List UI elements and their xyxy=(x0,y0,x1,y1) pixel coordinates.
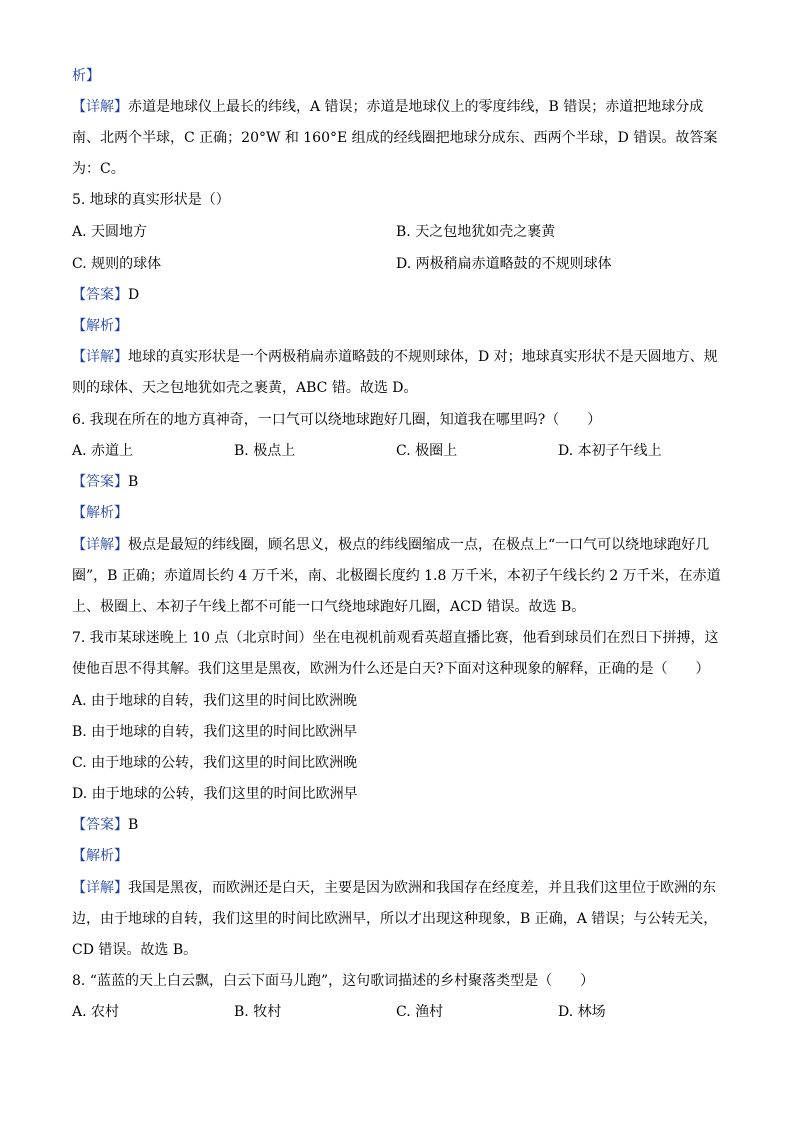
q5-option-d: D. 两极稍扁赤道略鼓的不规则球体 xyxy=(396,256,612,272)
q5-option-a: A. 天圆地方 xyxy=(72,224,148,240)
q8-option-b: B. 牧村 xyxy=(234,1004,282,1020)
q7-stem-line-2: 使他百思不得其解。我们这里是黑夜，欧洲为什么还是白天?下面对这种现象的解释，正确的是（ ） xyxy=(72,661,710,677)
q6-detail-line-3: 上、极圈上、本初子午线上都不可能一口气绕地球跑好几圈，ACD 错误。故选 B。 xyxy=(72,599,586,615)
q7-detail-line-1: 【详解】我国是黑夜，而欧洲还是白天，主要是因为欧洲和我国存在经度差，并且我们这里位于欧洲的东 xyxy=(72,880,716,896)
q8-option-c: C. 渔村 xyxy=(396,1004,444,1020)
q4-detail-line-3: 为：C。 xyxy=(72,161,125,177)
q6-answer: 【答案】B xyxy=(72,474,139,490)
q6-analysis-label: 【解析】 xyxy=(72,505,128,521)
q8-stem: 8. “蓝蓝的天上白云飘，白云下面马儿跑”，这句歌词描述的乡村聚落类型是（ ） xyxy=(72,973,595,989)
q5-stem: 5. 地球的真实形状是（） xyxy=(72,192,230,208)
q7-detail-line-2: 边，由于地球的自转，我们这里的时间比欧洲早，所以才出现这种现象，B 正确，A 错误；与公转无关， xyxy=(72,911,718,927)
q6-option-d: D. 本初子午线上 xyxy=(558,443,662,459)
q7-answer: 【答案】B xyxy=(72,817,139,833)
q6-option-b: B. 极点上 xyxy=(234,443,296,459)
q8-option-a: A. 农村 xyxy=(72,1004,120,1020)
q4-detail-line-1: 【详解】赤道是地球仪上最长的纬线，A 错误；赤道是地球仪上的零度纬线，B 错误；赤道把地球分成 xyxy=(72,99,704,115)
q5-detail-line-2: 则的球体、天之包地犹如壳之裹黄，ABC 错。故选 D。 xyxy=(72,380,418,396)
q7-option-b: B. 由于地球的自转，我们这里的时间比欧洲早 xyxy=(72,724,358,740)
q7-option-d: D. 由于地球的公转，我们这里的时间比欧洲早 xyxy=(72,786,358,802)
q7-option-a: A. 由于地球的自转，我们这里的时间比欧洲晚 xyxy=(72,693,358,709)
q6-stem: 6. 我现在所在的地方真神奇，一口气可以绕地球跑好几圈，知道我在哪里吗?（ ） xyxy=(72,412,602,428)
q7-detail-line-3: CD 错误。故选 B。 xyxy=(72,942,198,958)
q5-answer: 【答案】D xyxy=(72,287,140,303)
q6-option-a: A. 赤道上 xyxy=(72,443,134,459)
q7-stem-line-1: 7. 我市某球迷晚上 10 点（北京时间）坐在电视机前观看英超直播比赛，他看到球员们在烈日下拼搏，这 xyxy=(72,630,719,646)
q4-detail-line-2: 南、北两个半球，C 正确；20°W 和 160°E 组成的经线圈把地球分成东、西两个半球，D 错误。故答案 xyxy=(72,130,718,146)
q5-analysis-label: 【解析】 xyxy=(72,318,128,334)
q8-option-d: D. 林场 xyxy=(558,1004,606,1020)
q7-option-c: C. 由于地球的公转，我们这里的时间比欧洲晚 xyxy=(72,755,358,771)
analysis-label-continued: 析】 xyxy=(72,68,100,84)
q5-option-c: C. 规则的球体 xyxy=(72,256,162,272)
q6-option-c: C. 极圈上 xyxy=(396,443,458,459)
q5-detail-line-1: 【详解】地球的真实形状是一个两极稍扁赤道略鼓的不规则球体，D 对；地球真实形状不是天圆地方、规 xyxy=(72,349,718,365)
q7-analysis-label: 【解析】 xyxy=(72,848,128,864)
q6-detail-line-2: 圈”，B 正确；赤道周长约 4 万千米，南、北极圈长度约 1.8 万千米，本初子午线长约 2 万千米，在赤道 xyxy=(72,568,721,584)
q5-option-b: B. 天之包地犹如壳之裹黄 xyxy=(396,224,556,240)
q6-detail-line-1: 【详解】极点是最短的纬线圈，顾名思义，极点的纬线圈缩成一点，在极点上“一口气可以绕地球跑好几 xyxy=(72,537,710,553)
